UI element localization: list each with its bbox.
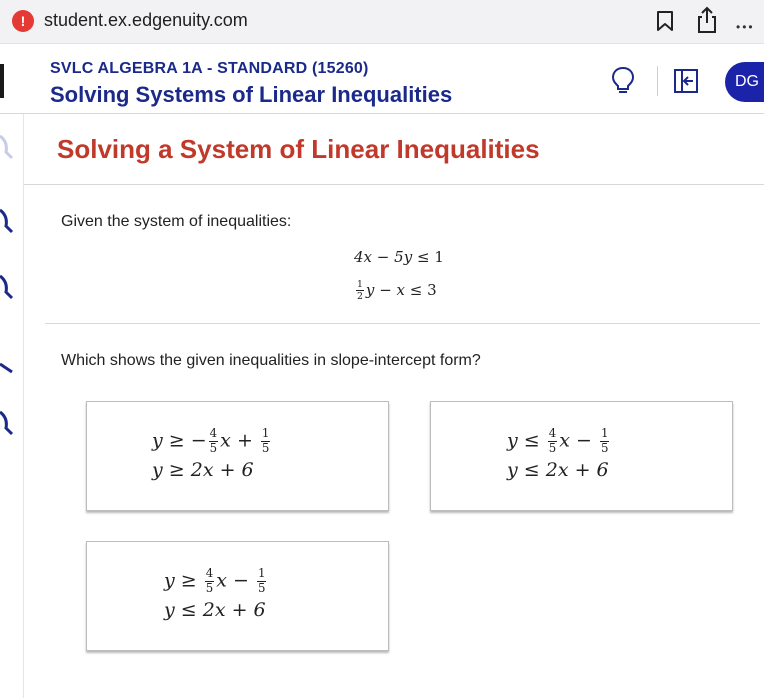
choice-line: [152, 459, 254, 481]
operator: +: [236, 429, 253, 452]
header-divider: [657, 66, 658, 96]
bookmark-icon[interactable]: [655, 10, 675, 32]
operator: −: [379, 280, 392, 299]
operator: −: [233, 569, 249, 592]
term: x: [559, 429, 570, 452]
fraction: [261, 428, 271, 455]
numerator: 1: [257, 566, 266, 580]
term: x: [396, 280, 406, 299]
denominator: 5: [548, 440, 557, 455]
relation: ≤: [416, 248, 430, 266]
denominator: 5: [600, 440, 609, 455]
url-text[interactable]: student.ex.edgenuity.com: [44, 10, 248, 30]
fraction: [209, 428, 219, 455]
numerator: 1: [261, 426, 270, 440]
share-icon[interactable]: [695, 6, 719, 34]
fraction: [257, 568, 267, 595]
term: y: [507, 429, 518, 452]
relation: ≤: [180, 599, 197, 621]
choice-line: [507, 428, 611, 455]
progress-stub-icon[interactable]: [0, 134, 14, 160]
operator: −: [576, 429, 592, 452]
term: 2x + 6: [545, 459, 609, 481]
progress-stub-icon[interactable]: [0, 208, 14, 234]
relation: ≥: [168, 459, 185, 481]
activity-title: Solving a System of Linear Inequalities: [57, 134, 540, 164]
browser-url-bar: [0, 0, 764, 44]
relation: ≤: [409, 280, 423, 299]
denominator: 5: [257, 580, 266, 595]
relation: ≤: [523, 459, 540, 481]
term: 5y: [394, 248, 413, 266]
operator: −: [190, 429, 207, 452]
app-header: [0, 44, 764, 114]
fraction: [548, 428, 558, 455]
term: x: [216, 569, 227, 592]
progress-stub-icon[interactable]: [0, 410, 14, 436]
progress-stub-icon[interactable]: [0, 274, 14, 300]
divider: [24, 184, 764, 185]
progress-stub-icon[interactable]: [0, 350, 14, 376]
inequality-2: [354, 280, 437, 302]
choice-line: [164, 568, 268, 595]
warning-icon[interactable]: !: [12, 10, 34, 32]
lightbulb-icon[interactable]: [610, 66, 636, 96]
fraction: [600, 428, 610, 455]
answer-choice-c[interactable]: [86, 541, 389, 651]
term: 2x + 6: [202, 599, 266, 621]
denominator: 5: [261, 440, 270, 455]
term: 4x: [354, 248, 373, 266]
lesson-title: Solving Systems of Linear Inequalities: [50, 82, 453, 107]
user-avatar[interactable]: DG: [725, 62, 764, 102]
divider: [45, 323, 760, 324]
term: y: [507, 459, 518, 481]
operator: −: [376, 248, 390, 266]
term: y: [152, 459, 163, 481]
term: 1: [434, 248, 444, 266]
relation: ≤: [523, 429, 540, 452]
question-text: Which shows the given inequalities in slope-intercept form?: [61, 352, 481, 369]
term: y: [164, 599, 175, 621]
relation: ≥: [168, 429, 185, 452]
denominator: 2: [357, 291, 363, 303]
choice-line: [507, 459, 609, 481]
exit-icon[interactable]: [673, 68, 699, 94]
numerator: 1: [357, 279, 363, 290]
term: 2x + 6: [190, 459, 254, 481]
numerator: 4: [548, 426, 557, 440]
prompt-text: Given the system of inequalities:: [61, 213, 292, 230]
term: 3: [427, 280, 437, 299]
denominator: 5: [209, 440, 218, 455]
numerator: 4: [205, 566, 214, 580]
relation: ≥: [180, 569, 197, 592]
answer-choice-b[interactable]: [430, 401, 733, 511]
fraction: [356, 280, 364, 302]
fraction: [205, 568, 215, 595]
menu-marker[interactable]: [0, 64, 4, 98]
choice-line: [152, 428, 272, 455]
term: y: [164, 569, 175, 592]
term: y: [152, 429, 163, 452]
progress-rail: [0, 114, 24, 698]
answer-choice-a[interactable]: [86, 401, 389, 511]
numerator: 4: [209, 426, 218, 440]
term: x: [220, 429, 231, 452]
course-title: SVLC ALGEBRA 1A - STANDARD (15260): [50, 60, 369, 77]
term: y: [365, 280, 375, 299]
more-options-icon[interactable]: •••: [736, 20, 755, 34]
choice-line: [164, 599, 266, 621]
inequality-1: [354, 248, 444, 266]
numerator: 1: [600, 426, 609, 440]
denominator: 5: [205, 580, 214, 595]
